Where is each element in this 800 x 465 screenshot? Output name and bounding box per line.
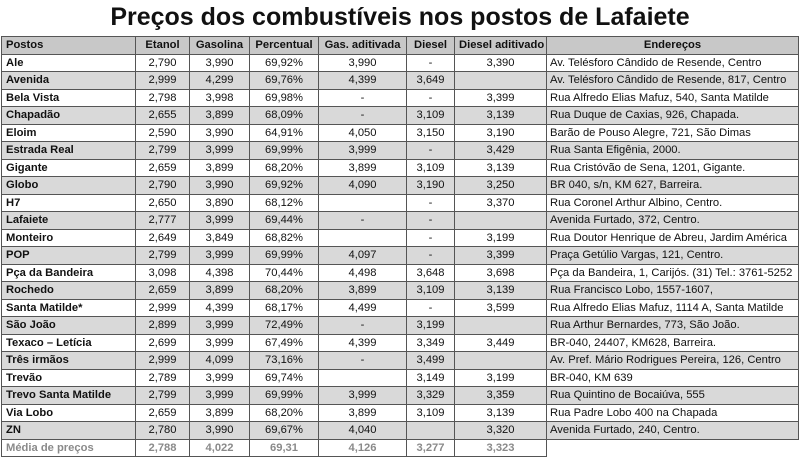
cell-etanol: 2,799 <box>136 247 190 265</box>
cell-endereco: Barão de Pouso Alegre, 721, São Dimas <box>547 124 799 142</box>
cell-diesel: - <box>407 194 455 212</box>
cell-diesel: 3,150 <box>407 124 455 142</box>
cell-gas-aditivada <box>319 369 407 387</box>
cell-endereco: Rua Francisco Lobo, 1557-1607, <box>547 282 799 300</box>
cell-endereco: BR-040, KM 639 <box>547 369 799 387</box>
cell-endereco: Rua Cristóvão de Sena, 1201, Gigante. <box>547 159 799 177</box>
cell-etanol: 2,659 <box>136 159 190 177</box>
cell-posto: Gigante <box>2 159 136 177</box>
cell-gas-aditivada: - <box>319 317 407 335</box>
cell-diesel-aditivado <box>455 352 547 370</box>
cell-gasolina: 3,899 <box>190 282 250 300</box>
cell-percentual: 68,12% <box>250 194 319 212</box>
cell-percentual: 69,99% <box>250 247 319 265</box>
cell-diesel: - <box>407 212 455 230</box>
average-gas-aditivada: 4,126 <box>319 439 407 457</box>
cell-percentual: 69,67% <box>250 422 319 440</box>
table-row <box>2 369 799 387</box>
cell-diesel-aditivado: 3,599 <box>455 299 547 317</box>
cell-endereco: Rua Coronel Arthur Albino, Centro. <box>547 194 799 212</box>
cell-etanol: 2,655 <box>136 107 190 125</box>
table-row <box>2 159 799 177</box>
cell-gasolina: 3,999 <box>190 317 250 335</box>
cell-endereco: Rua Duque de Caxias, 926, Chapada. <box>547 107 799 125</box>
column-header-enderecos: Endereços <box>547 37 799 55</box>
cell-endereco: Rua Doutor Henrique de Abreu, Jardim América <box>547 229 799 247</box>
table-row <box>2 387 799 405</box>
cell-diesel-aditivado: 3,390 <box>455 54 547 72</box>
cell-posto: Rochedo <box>2 282 136 300</box>
cell-diesel: 3,109 <box>407 159 455 177</box>
cell-posto: Texaco – Letícia <box>2 334 136 352</box>
cell-endereco: Rua Quintino de Bocaiúva, 555 <box>547 387 799 405</box>
cell-gasolina: 3,899 <box>190 404 250 422</box>
table-row <box>2 299 799 317</box>
cell-gas-aditivada: 4,499 <box>319 299 407 317</box>
cell-diesel-aditivado: 3,359 <box>455 387 547 405</box>
cell-etanol: 2,780 <box>136 422 190 440</box>
fuel-price-table <box>1 36 799 457</box>
cell-endereco: Rua Alfredo Elias Mafuz, 1114 A, Santa Matilde <box>547 299 799 317</box>
cell-percentual: 72,49% <box>250 317 319 335</box>
cell-percentual: 69,99% <box>250 387 319 405</box>
cell-posto: Via Lobo <box>2 404 136 422</box>
cell-diesel: 3,190 <box>407 177 455 195</box>
cell-endereco: Praça Getúlio Vargas, 121, Centro. <box>547 247 799 265</box>
cell-diesel <box>407 422 455 440</box>
cell-diesel-aditivado: 3,399 <box>455 247 547 265</box>
average-label: Média de preços <box>2 439 136 457</box>
cell-gas-aditivada: - <box>319 89 407 107</box>
average-etanol: 2,788 <box>136 439 190 457</box>
cell-gas-aditivada: - <box>319 107 407 125</box>
cell-diesel-aditivado <box>455 72 547 90</box>
cell-diesel-aditivado <box>455 212 547 230</box>
table-row <box>2 247 799 265</box>
cell-etanol: 2,999 <box>136 299 190 317</box>
cell-diesel-aditivado: 3,190 <box>455 124 547 142</box>
cell-gas-aditivada: 4,498 <box>319 264 407 282</box>
cell-posto: Estrada Real <box>2 142 136 160</box>
average-row <box>2 439 799 457</box>
cell-endereco: Avenida Furtado, 240, Centro. <box>547 422 799 440</box>
cell-gasolina: 3,899 <box>190 159 250 177</box>
cell-gas-aditivada: 4,050 <box>319 124 407 142</box>
average-gasolina: 4,022 <box>190 439 250 457</box>
cell-percentual: 68,20% <box>250 404 319 422</box>
cell-diesel-aditivado: 3,399 <box>455 89 547 107</box>
cell-etanol: 2,899 <box>136 317 190 335</box>
cell-diesel-aditivado: 3,449 <box>455 334 547 352</box>
cell-percentual: 68,20% <box>250 159 319 177</box>
cell-percentual: 73,16% <box>250 352 319 370</box>
cell-diesel-aditivado: 3,320 <box>455 422 547 440</box>
cell-gasolina: 3,999 <box>190 369 250 387</box>
cell-posto: ZN <box>2 422 136 440</box>
cell-diesel-aditivado: 3,139 <box>455 282 547 300</box>
cell-diesel: - <box>407 299 455 317</box>
cell-posto: Santa Matilde* <box>2 299 136 317</box>
table-row <box>2 54 799 72</box>
cell-gasolina: 4,099 <box>190 352 250 370</box>
cell-percentual: 69,44% <box>250 212 319 230</box>
cell-gasolina: 3,990 <box>190 54 250 72</box>
table-row <box>2 194 799 212</box>
cell-diesel-aditivado: 3,250 <box>455 177 547 195</box>
cell-diesel: 3,648 <box>407 264 455 282</box>
cell-endereco: Av. Telésforo Cândido de Resende, Centro <box>547 54 799 72</box>
cell-gasolina: 3,990 <box>190 177 250 195</box>
cell-percentual: 69,98% <box>250 89 319 107</box>
cell-gasolina: 3,849 <box>190 229 250 247</box>
cell-etanol: 2,659 <box>136 404 190 422</box>
cell-percentual: 69,76% <box>250 72 319 90</box>
cell-etanol: 2,799 <box>136 142 190 160</box>
cell-etanol: 2,650 <box>136 194 190 212</box>
cell-diesel: - <box>407 54 455 72</box>
average-diesel: 3,277 <box>407 439 455 457</box>
cell-diesel: 3,199 <box>407 317 455 335</box>
cell-diesel-aditivado: 3,199 <box>455 369 547 387</box>
cell-gasolina: 3,999 <box>190 247 250 265</box>
cell-gas-aditivada: 3,899 <box>319 404 407 422</box>
cell-gas-aditivada: - <box>319 352 407 370</box>
cell-etanol: 2,649 <box>136 229 190 247</box>
cell-etanol: 2,798 <box>136 89 190 107</box>
table-row <box>2 212 799 230</box>
cell-percentual: 69,92% <box>250 54 319 72</box>
table-row <box>2 404 799 422</box>
cell-diesel-aditivado: 3,370 <box>455 194 547 212</box>
cell-gasolina: 4,399 <box>190 299 250 317</box>
cell-gas-aditivada <box>319 194 407 212</box>
cell-diesel: - <box>407 229 455 247</box>
cell-percentual: 69,74% <box>250 369 319 387</box>
cell-gas-aditivada: 4,040 <box>319 422 407 440</box>
cell-diesel: - <box>407 247 455 265</box>
cell-endereco: Av. Pref. Mário Rodrigues Pereira, 126, Centro <box>547 352 799 370</box>
cell-etanol: 2,999 <box>136 72 190 90</box>
cell-etanol: 2,699 <box>136 334 190 352</box>
table-row <box>2 352 799 370</box>
cell-gas-aditivada: 3,999 <box>319 142 407 160</box>
cell-posto: Chapadão <box>2 107 136 125</box>
table-row <box>2 177 799 195</box>
table-row <box>2 142 799 160</box>
table-row <box>2 89 799 107</box>
cell-posto: Trevão <box>2 369 136 387</box>
cell-posto: São João <box>2 317 136 335</box>
cell-gas-aditivada <box>319 229 407 247</box>
column-header-postos: Postos <box>2 37 136 55</box>
cell-percentual: 68,09% <box>250 107 319 125</box>
cell-gasolina: 3,999 <box>190 334 250 352</box>
cell-gas-aditivada: 4,399 <box>319 334 407 352</box>
cell-endereco: BR-040, 24407, KM628, Barreira. <box>547 334 799 352</box>
cell-posto: Globo <box>2 177 136 195</box>
cell-posto: Pça da Bandeira <box>2 264 136 282</box>
cell-etanol: 2,777 <box>136 212 190 230</box>
cell-percentual: 69,92% <box>250 177 319 195</box>
cell-gasolina: 3,990 <box>190 422 250 440</box>
cell-percentual: 68,82% <box>250 229 319 247</box>
cell-gasolina: 3,899 <box>190 107 250 125</box>
cell-gasolina: 3,999 <box>190 387 250 405</box>
table-row <box>2 282 799 300</box>
cell-percentual: 64,91% <box>250 124 319 142</box>
cell-etanol: 2,590 <box>136 124 190 142</box>
cell-gasolina: 4,299 <box>190 72 250 90</box>
cell-percentual: 67,49% <box>250 334 319 352</box>
cell-gas-aditivada: 4,399 <box>319 72 407 90</box>
cell-gas-aditivada: 4,097 <box>319 247 407 265</box>
average-blank-cell <box>547 439 799 457</box>
column-header-diesel-aditivado: Diesel aditivado <box>455 37 547 55</box>
cell-percentual: 68,20% <box>250 282 319 300</box>
cell-endereco: Pça da Bandeira, 1, Carijós. (31) Tel.: 3761-5252 <box>547 264 799 282</box>
cell-gas-aditivada: 4,090 <box>319 177 407 195</box>
cell-diesel: 3,109 <box>407 107 455 125</box>
cell-endereco: BR 040, s/n, KM 627, Barreira. <box>547 177 799 195</box>
cell-posto: Lafaiete <box>2 212 136 230</box>
cell-etanol: 2,789 <box>136 369 190 387</box>
cell-endereco: Rua Padre Lobo 400 na Chapada <box>547 404 799 422</box>
cell-percentual: 70,44% <box>250 264 319 282</box>
average-diesel-aditivado: 3,323 <box>455 439 547 457</box>
table-row <box>2 317 799 335</box>
cell-diesel-aditivado: 3,429 <box>455 142 547 160</box>
cell-etanol: 2,659 <box>136 282 190 300</box>
cell-diesel-aditivado: 3,139 <box>455 107 547 125</box>
cell-posto: Eloim <box>2 124 136 142</box>
cell-gas-aditivada: 3,899 <box>319 159 407 177</box>
cell-gasolina: 3,990 <box>190 124 250 142</box>
column-header-diesel: Diesel <box>407 37 455 55</box>
column-header-etanol: Etanol <box>136 37 190 55</box>
cell-gasolina: 3,999 <box>190 142 250 160</box>
cell-diesel: 3,109 <box>407 404 455 422</box>
cell-etanol: 2,790 <box>136 177 190 195</box>
page-title: Preços dos combustíveis nos postos de Lafaiete <box>110 3 690 31</box>
table-row <box>2 107 799 125</box>
cell-diesel: 3,329 <box>407 387 455 405</box>
table-row <box>2 264 799 282</box>
cell-endereco: Avenida Furtado, 372, Centro. <box>547 212 799 230</box>
table-row <box>2 334 799 352</box>
cell-etanol: 2,999 <box>136 352 190 370</box>
cell-percentual: 69,99% <box>250 142 319 160</box>
cell-gas-aditivada: 3,999 <box>319 387 407 405</box>
cell-endereco: Av. Telésforo Cândido de Resende, 817, Centro <box>547 72 799 90</box>
cell-gasolina: 3,890 <box>190 194 250 212</box>
cell-gas-aditivada: - <box>319 212 407 230</box>
cell-gasolina: 4,398 <box>190 264 250 282</box>
cell-diesel: 3,349 <box>407 334 455 352</box>
cell-gasolina: 3,999 <box>190 212 250 230</box>
cell-diesel-aditivado: 3,139 <box>455 404 547 422</box>
average-percentual: 69,31 <box>250 439 319 457</box>
cell-posto: Três irmãos <box>2 352 136 370</box>
cell-diesel: - <box>407 89 455 107</box>
cell-gas-aditivada: 3,990 <box>319 54 407 72</box>
cell-gasolina: 3,998 <box>190 89 250 107</box>
header-row <box>2 37 799 55</box>
cell-etanol: 2,790 <box>136 54 190 72</box>
cell-diesel-aditivado: 3,698 <box>455 264 547 282</box>
column-header-gasolina: Gasolina <box>190 37 250 55</box>
cell-posto: Trevo Santa Matilde <box>2 387 136 405</box>
cell-endereco: Rua Alfredo Elias Mafuz, 540, Santa Matilde <box>547 89 799 107</box>
cell-posto: Ale <box>2 54 136 72</box>
cell-diesel: 3,649 <box>407 72 455 90</box>
cell-posto: Monteiro <box>2 229 136 247</box>
column-header-percentual: Percentual <box>250 37 319 55</box>
table-row <box>2 229 799 247</box>
cell-endereco: Rua Santa Efigênia, 2000. <box>547 142 799 160</box>
cell-posto: POP <box>2 247 136 265</box>
cell-etanol: 2,799 <box>136 387 190 405</box>
table-row <box>2 72 799 90</box>
cell-posto: Avenida <box>2 72 136 90</box>
cell-diesel: 3,499 <box>407 352 455 370</box>
cell-diesel: 3,109 <box>407 282 455 300</box>
cell-etanol: 3,098 <box>136 264 190 282</box>
cell-diesel-aditivado <box>455 317 547 335</box>
cell-diesel: 3,149 <box>407 369 455 387</box>
cell-posto: H7 <box>2 194 136 212</box>
cell-diesel-aditivado: 3,139 <box>455 159 547 177</box>
cell-diesel: - <box>407 142 455 160</box>
cell-diesel-aditivado: 3,199 <box>455 229 547 247</box>
table-row <box>2 124 799 142</box>
cell-endereco: Rua Arthur Bernardes, 773, São João. <box>547 317 799 335</box>
cell-posto: Bela Vista <box>2 89 136 107</box>
table-row <box>2 422 799 440</box>
cell-percentual: 68,17% <box>250 299 319 317</box>
column-header-gas-aditivada: Gas. aditivada <box>319 37 407 55</box>
cell-gas-aditivada: 3,899 <box>319 282 407 300</box>
